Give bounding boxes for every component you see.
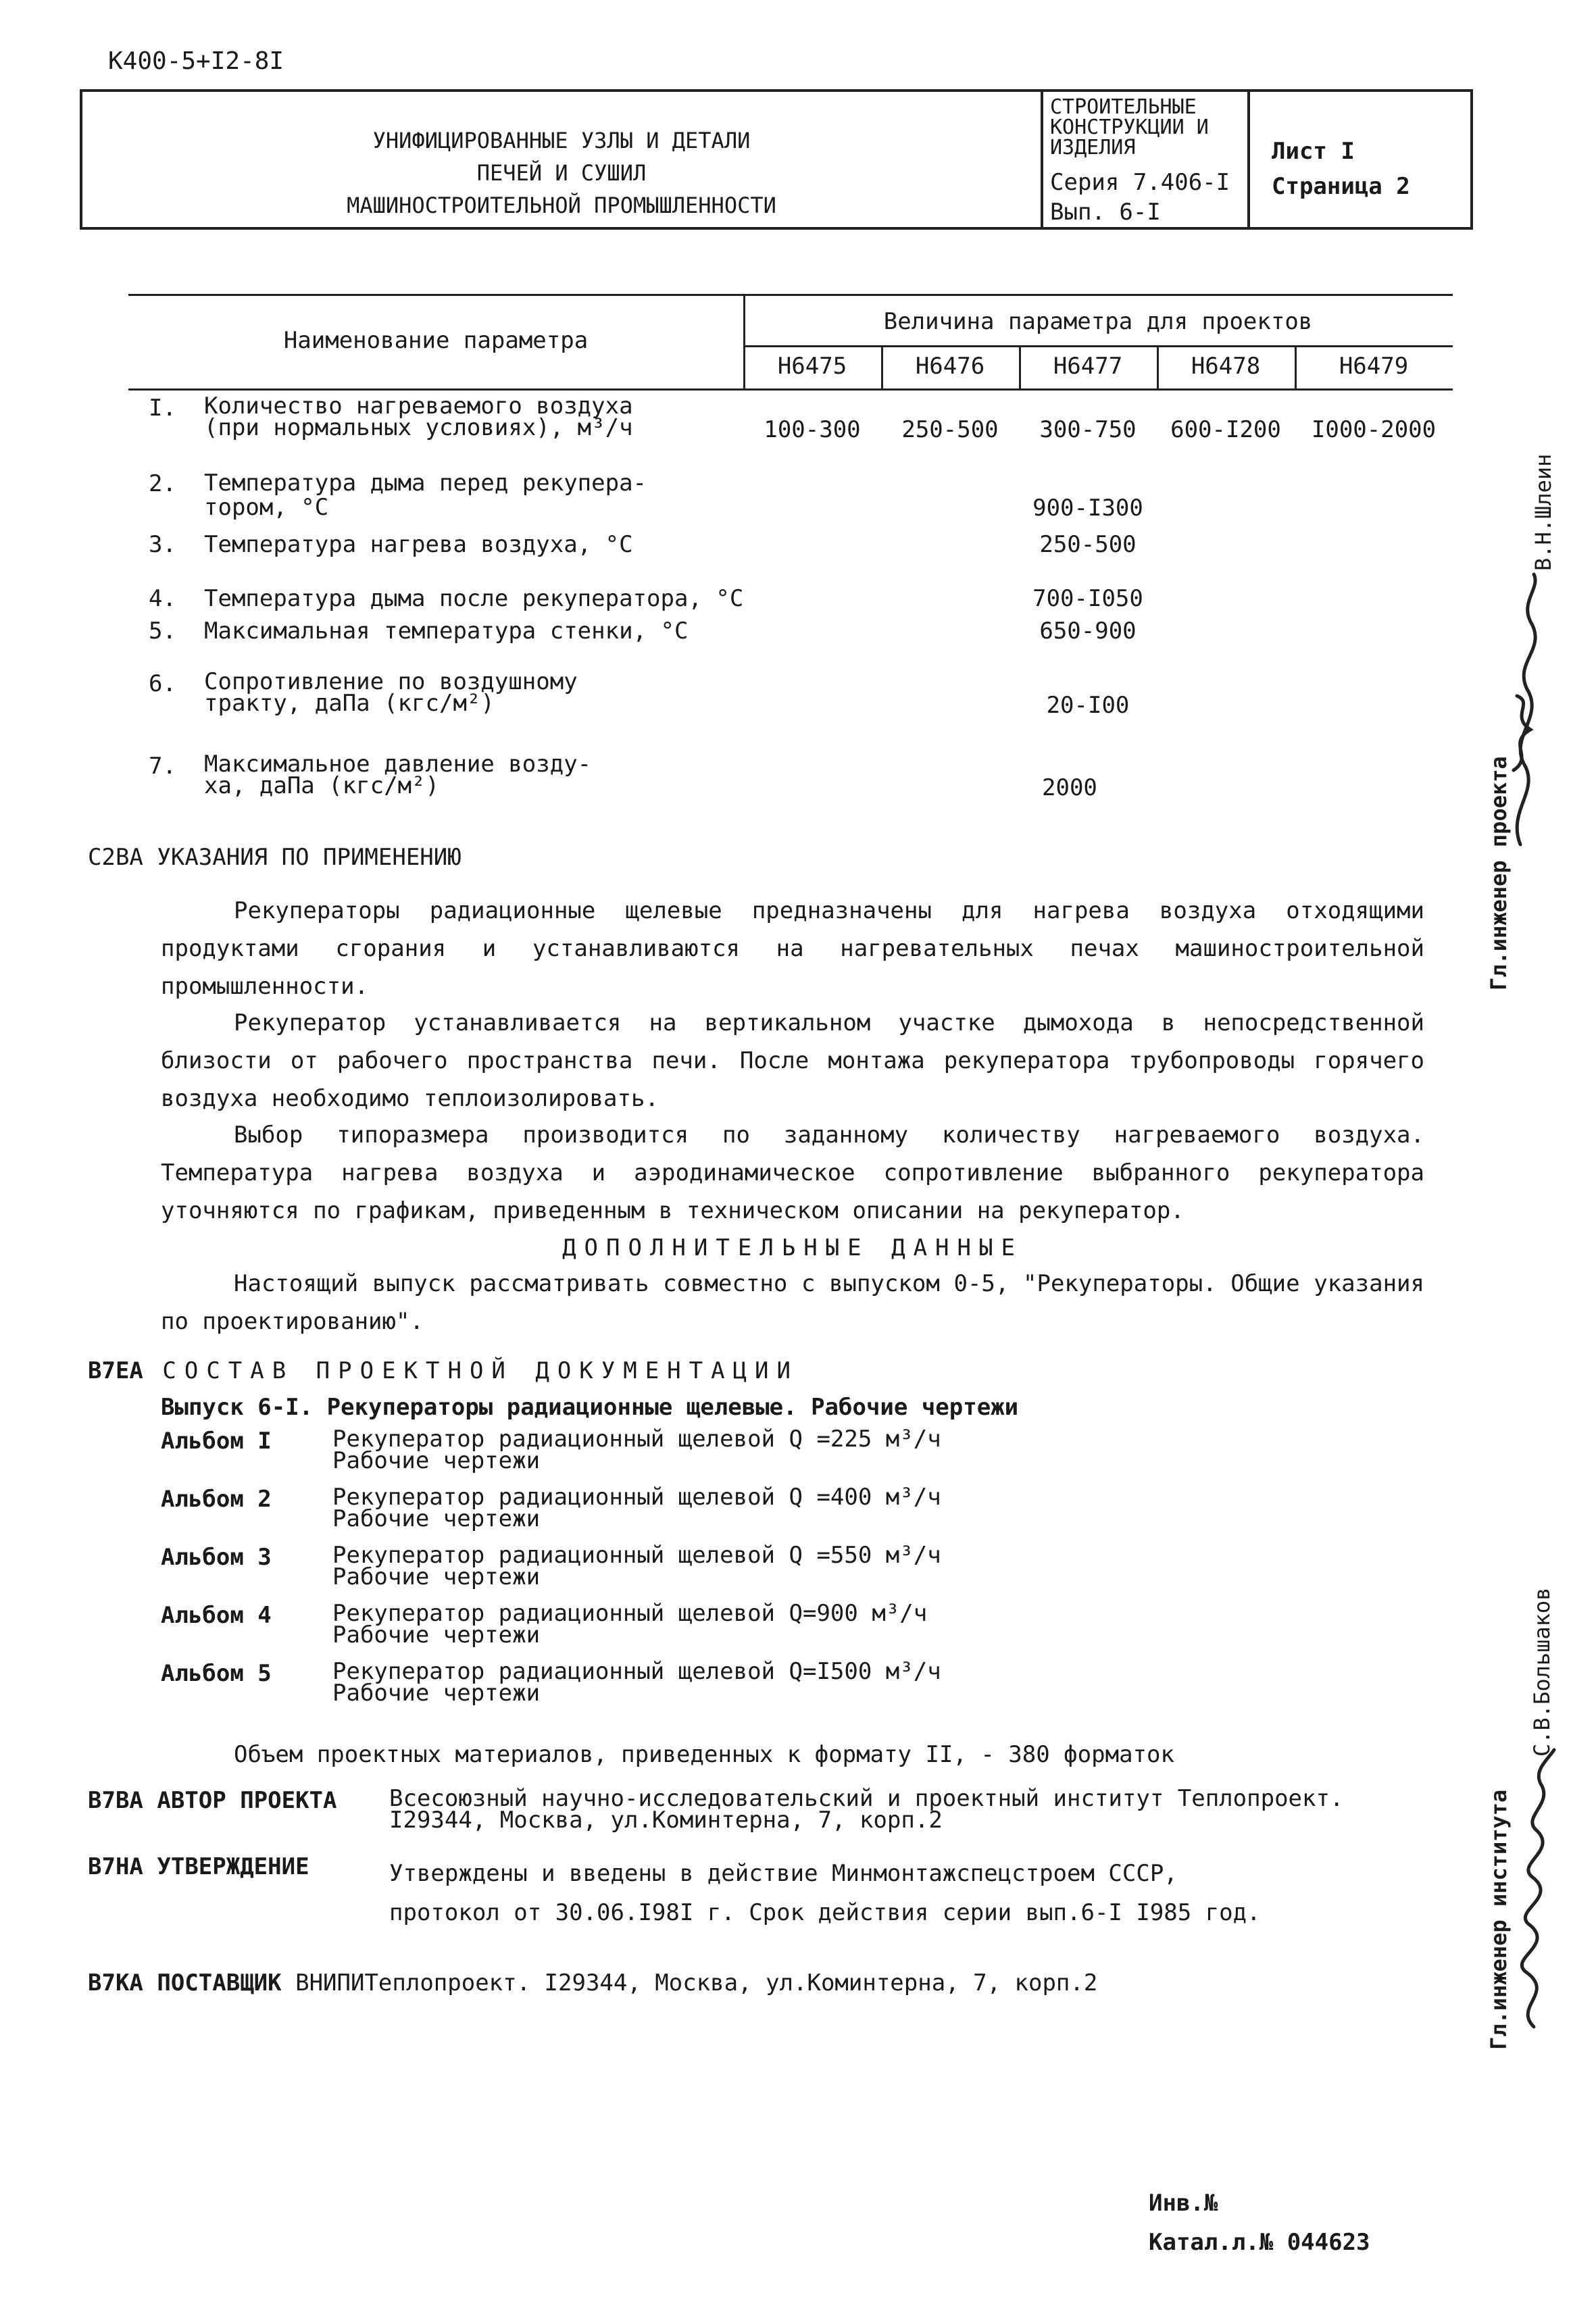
parameter-value: I000-2000 xyxy=(1311,416,1437,443)
album-subtitle: Рабочие чертежи xyxy=(332,1563,541,1590)
parameter-value: 100-300 xyxy=(764,416,861,443)
album-title: Рекуператор радиационный щелевой Q =225 м³/ч xyxy=(332,1426,941,1453)
parameter-name: Сопротивление по воздушному xyxy=(204,668,578,695)
parameter-name: ха, даПа (кгс/м²) xyxy=(204,772,439,799)
row-number: 7. xyxy=(149,753,176,780)
album-entry xyxy=(332,1544,941,1588)
column-header-name: Наименование параметра xyxy=(283,327,589,354)
section-code: В7ЕА xyxy=(88,1357,143,1384)
usage-section-heading xyxy=(88,845,462,871)
project-header: Н6478 xyxy=(1191,353,1261,380)
additional-data-text: Настоящий выпуск рассматривать совместно с выпуском 0-5, "Рекуператоры. Общие указания по проектированию". xyxy=(161,1270,1424,1335)
parameter-value: 20-I00 xyxy=(1046,692,1130,719)
section-title: ПОСТАВЩИК xyxy=(157,1969,282,1996)
document-code: К400-5+I2-8I xyxy=(108,47,284,75)
parameter-value: 300-750 xyxy=(1039,416,1137,443)
title-line: ПЕЧЕЙ И СУШИЛ xyxy=(476,160,647,186)
album-title: Рекуператор радиационный щелевой Q =550 м³/ч xyxy=(332,1542,941,1569)
section-code: В7КА xyxy=(88,1969,143,1996)
parameter-name: (при нормальных условиях), м³/ч xyxy=(204,414,633,441)
table-top-rule xyxy=(128,294,1453,296)
volume-note: Объем проектных материалов, приведенных к формату II, - 380 форматок xyxy=(234,1741,1174,1768)
table-header-rule xyxy=(128,388,1453,391)
category-line: СТРОИТЕЛЬНЫЕ xyxy=(1050,95,1197,119)
table-row xyxy=(204,753,591,797)
author-line: I29344, Москва, ул.Коминтерна, 7, корп.2 xyxy=(389,1807,943,1834)
row-number: 2. xyxy=(149,470,176,497)
approval-details xyxy=(389,1854,1261,1932)
margin-name-2: С.В.Большаков xyxy=(1529,1587,1555,1757)
page-number: Страница 2 xyxy=(1272,173,1410,200)
table-row xyxy=(204,668,578,717)
row-number: 6. xyxy=(149,670,176,697)
row-number: 3. xyxy=(149,531,176,558)
section-code: В7НА xyxy=(88,1853,143,1880)
title-divider xyxy=(1247,92,1250,227)
issue-line: Выпуск 6-I. Рекуператоры радиационные щелевые. Рабочие чертежи xyxy=(161,1394,1019,1421)
parameter-value: 2000 xyxy=(1042,774,1097,801)
parameter-name: Температура дыма перед рекупера- xyxy=(204,470,647,497)
composition-section-heading xyxy=(88,1358,799,1384)
album-subtitle: Рабочие чертежи xyxy=(332,1621,541,1649)
parameter-value: 600-I200 xyxy=(1170,416,1281,443)
author-details xyxy=(389,1785,1344,1834)
project-header: Н6476 xyxy=(915,353,985,380)
section-title: УТВЕРЖДЕНИЕ xyxy=(157,1853,309,1880)
margin-name-1: В.Н.Шлеин xyxy=(1530,453,1556,571)
sheet-number: Лист I xyxy=(1272,138,1355,165)
signature-1 xyxy=(1493,568,1568,851)
project-header: Н6477 xyxy=(1053,353,1123,380)
album-entry xyxy=(332,1428,941,1472)
parameter-name: Максимальное давление возду- xyxy=(204,751,592,778)
project-header: Н6479 xyxy=(1339,353,1409,380)
approval-line: Утверждены и введены в действие Минмонтажспецстроем СССР, xyxy=(389,1860,1178,1887)
margin-label-project-engineer: Гл.инженер проекта xyxy=(1486,756,1512,990)
album-title: Рекуператор радиационный щелевой Q=900 м³/ч xyxy=(332,1600,928,1627)
row-number: I. xyxy=(149,395,176,422)
album-entry xyxy=(332,1486,941,1530)
column-header-value: Величина параметра для проектов xyxy=(883,308,1313,335)
album-subtitle: Рабочие чертежи xyxy=(332,1505,541,1532)
category-block xyxy=(1050,97,1243,227)
parameter-value: 650-900 xyxy=(1039,618,1137,645)
title-line: УНИФИЦИРОВАННЫЕ УЗЛЫ И ДЕТАЛИ xyxy=(372,128,751,153)
row-number: 5. xyxy=(149,618,176,645)
title-line: МАШИНОСТРОИТЕЛЬНОЙ ПРОМЫШЛЕННОСТИ xyxy=(347,193,776,218)
additional-data-heading: ДОПОЛНИТЕЛЬНЫЕ ДАННЫЕ xyxy=(562,1234,1023,1261)
table-subheader-rule xyxy=(743,345,1453,347)
album-label: Альбом 4 xyxy=(161,1602,272,1629)
album-subtitle: Рабочие чертежи xyxy=(332,1447,541,1474)
title-block xyxy=(80,89,1473,230)
album-label: Альбом 5 xyxy=(161,1660,272,1687)
approval-label xyxy=(88,1854,309,1880)
section-code: В7ВА xyxy=(88,1787,143,1814)
approval-line: протокол от 30.06.I98I г. Срок действия серии вып.6-I I985 год. xyxy=(389,1899,1261,1926)
parameter-name: Температура нагрева воздуха, °С xyxy=(204,531,633,558)
section-title: СОСТАВ ПРОЕКТНОЙ ДОКУМЕНТАЦИИ xyxy=(162,1357,799,1384)
supplier-line xyxy=(88,1970,1097,1996)
album-label: Альбом 3 xyxy=(161,1544,272,1571)
usage-paragraph: Рекуператоры радиационные щелевые предназначены для нагрева воздуха отходящими продуктами сгорания и устанавливаются на нагревательных печах машиностроительной промышленности. xyxy=(161,897,1424,1000)
author-line: Всесоюзный научно-исследовательский и проектный институт Теплопроект. xyxy=(389,1785,1344,1812)
parameter-value: 900-I300 xyxy=(1032,495,1143,522)
album-label: Альбом I xyxy=(161,1428,272,1455)
album-entry xyxy=(332,1600,928,1649)
catalog-number: Катал.л.№ 044623 xyxy=(1149,2229,1370,2256)
parameter-name: Количество нагреваемого воздуха xyxy=(204,393,633,420)
table-row xyxy=(204,393,633,441)
album-entry xyxy=(332,1658,941,1707)
section-code: С2ВА xyxy=(88,844,143,871)
parameter-table xyxy=(128,294,1453,902)
album-title: Рекуператор радиационный щелевой Q =400 м³/ч xyxy=(332,1484,941,1511)
parameter-value: 250-500 xyxy=(1039,531,1137,558)
series-title xyxy=(82,124,1041,222)
row-number: 4. xyxy=(149,585,176,612)
parameter-value: 250-500 xyxy=(901,416,999,443)
parameter-name: тором, °С xyxy=(204,494,329,521)
album-label: Альбом 2 xyxy=(161,1486,272,1513)
usage-paragraph: Рекуператор устанавливается на вертикальном участке дымохода в непосредственной близости от рабочего пространства печи. После монтажа рекуператора трубопроводы горячего воздуха необходимо теплоизолировать. xyxy=(161,1009,1424,1112)
table-row xyxy=(204,471,647,520)
supplier-text: ВНИПИТеплопроект. I29344, Москва, ул.Коминтерна, 7, корп.2 xyxy=(295,1969,1098,1996)
album-subtitle: Рабочие чертежи xyxy=(332,1680,541,1707)
margin-label-institute-engineer: Гл.инженер института xyxy=(1486,1789,1512,2050)
parameter-name: тракту, даПа (кгс/м²) xyxy=(204,690,495,717)
section-title: АВТОР ПРОЕКТА xyxy=(157,1787,337,1814)
usage-paragraph: Выбор типоразмера производится по заданному количеству нагреваемого воздуха. Температура нагрева воздуха и аэродинамическое сопротивление выбранного рекуператора уточняются по графикам, приведенным в техническом описании на рекуператор. xyxy=(161,1122,1424,1224)
project-header: Н6475 xyxy=(777,353,847,380)
section-title: УКАЗАНИЯ ПО ПРИМЕНЕНИЮ xyxy=(157,844,462,871)
category-line: КОНСТРУКЦИИ И xyxy=(1050,116,1209,139)
series-number: Серия 7.406-I xyxy=(1050,169,1230,196)
inventory-number: Инв.№ xyxy=(1149,2190,1218,2217)
category-line: ИЗДЕЛИЯ xyxy=(1050,136,1136,159)
issue-number: Вып. 6-I xyxy=(1050,199,1161,226)
author-label xyxy=(88,1788,336,1814)
parameter-name: Температура дыма после рекуператора, °С xyxy=(204,585,744,612)
parameter-value: 700-I050 xyxy=(1032,585,1143,612)
album-title: Рекуператор радиационный щелевой Q=I500 м³/ч xyxy=(332,1658,941,1685)
signature-2 xyxy=(1500,1743,1574,2034)
title-divider xyxy=(1041,92,1043,227)
parameter-name: Максимальная температура стенки, °С xyxy=(204,618,689,645)
sheet-block xyxy=(1272,134,1410,204)
